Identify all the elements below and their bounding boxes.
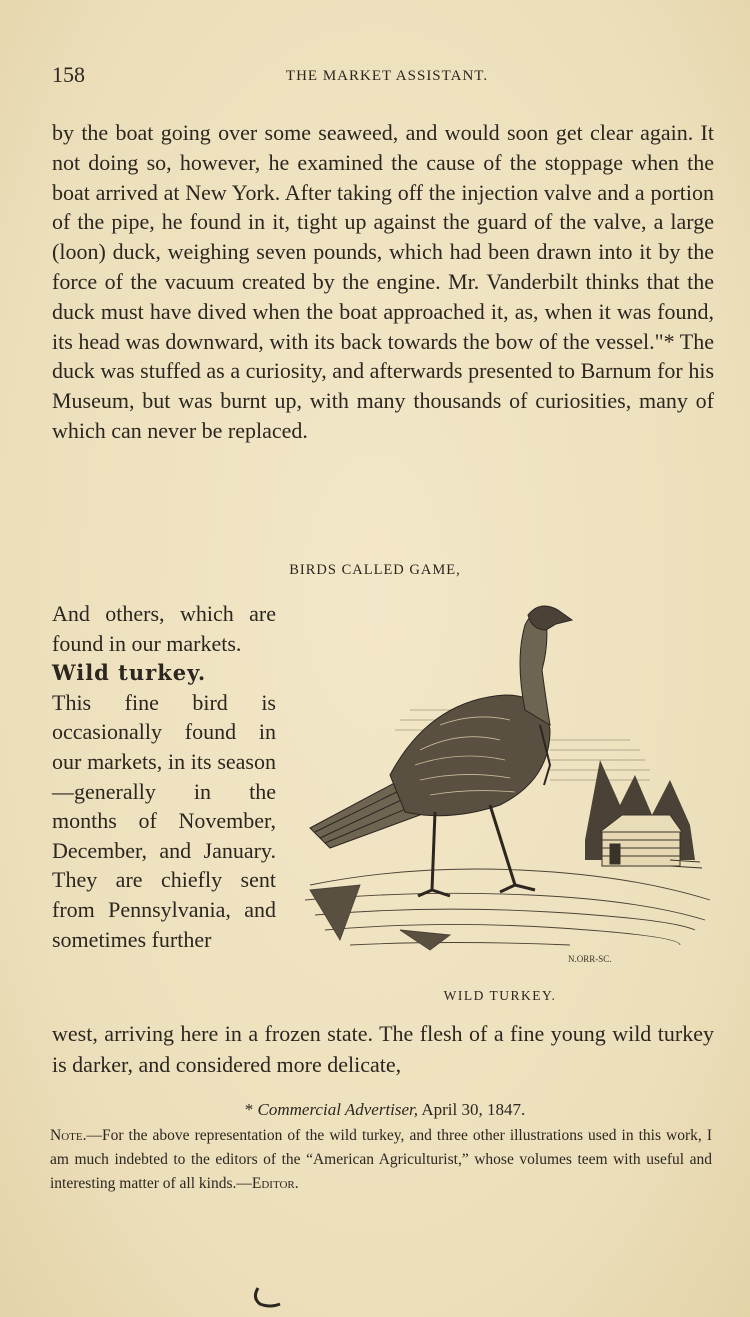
- footnote: [0, 1100, 750, 1120]
- entry-text: This fine bird is occasionally found in our markets, in its season—generally in the months of November, December, and January. They are chiefly sent from Pennsylvania, and sometimes further: [52, 689, 276, 952]
- note-signature: Editor.: [251, 1175, 299, 1193]
- ink-mark: [248, 1284, 288, 1312]
- wild-turkey-engraving: [300, 600, 712, 978]
- engraver-mark: N.ORR-SC.: [568, 954, 612, 964]
- page-number: 158: [52, 62, 85, 87]
- section-side-column: [52, 599, 276, 954]
- wild-turkey-illustration: [300, 600, 712, 978]
- footnote-source: Commercial Advertiser,: [257, 1100, 419, 1119]
- turkey-head: [528, 606, 572, 630]
- figure-caption: WILD TURKEY.: [443, 988, 557, 1003]
- body-text: [52, 118, 714, 446]
- note-text: —For the above representation of the wild turkey, and three other illustrations used in this work, I am much indebted to the editors of the “American Agriculturist,” whose volumes teem with useful and interesting matter of all kinds.—: [50, 1127, 712, 1193]
- page-header: [50, 62, 714, 92]
- editor-note: [50, 1124, 712, 1197]
- footnote-date: April 30, 1847.: [421, 1100, 526, 1119]
- continuation-text: west, arriving here in a frozen state. The flesh of a fine young wild turkey is darker, and considered more delicate,: [52, 1021, 714, 1077]
- footnote-marker: *: [244, 1100, 254, 1119]
- entry-paragraph: [52, 658, 276, 954]
- section-heading: BIRDS CALLED GAME,: [289, 562, 461, 578]
- section-intro: And others, which are found in our markets.: [52, 601, 276, 656]
- running-head: THE MARKET ASSISTANT.: [285, 68, 489, 84]
- note-label: Note.: [50, 1127, 87, 1144]
- body-paragraph: by the boat going over some seaweed, and would soon get clear again. It not doing so, however, he examined the cause of the stoppage when the boat arrived at New York. After taking off the injection valve and a portion of the pipe, he found in it, tight up against the guard of the valve, a large (loon) duck, weighing seven pounds, which had been drawn into it by the force of the vacuum created by the engine. Mr. Vanderbilt thinks that the duck must have dived when the boat approached it, as, when it was found, its head was downward, with its back towards the bow of the vessel."* The duck was stuffed as a curiosity, and afterwards presented to Barnum for his Museum, but was burnt up, with many thousands of curiosities, many of which can never be replaced.: [52, 120, 714, 443]
- ground-hatching: [305, 869, 710, 950]
- entry-title: Wild turkey.: [52, 660, 207, 686]
- turkey-body: [390, 695, 550, 816]
- turkey-legs: [418, 805, 535, 896]
